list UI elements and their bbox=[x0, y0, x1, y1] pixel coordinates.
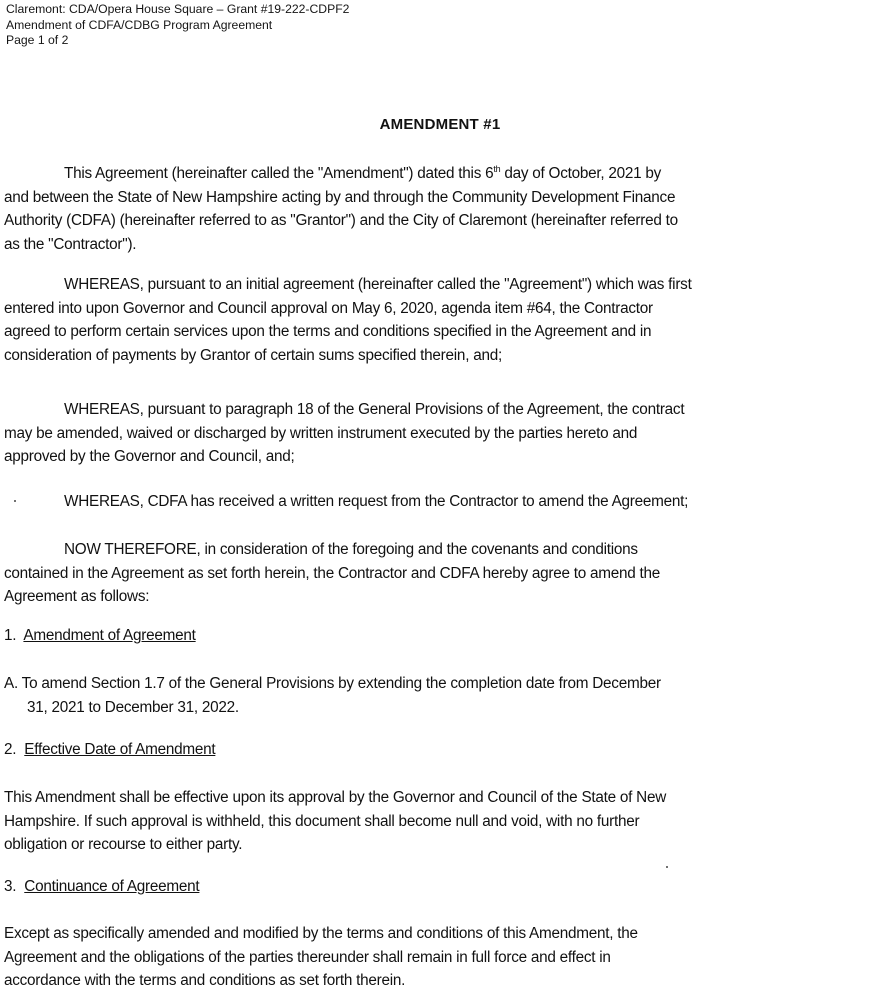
whereas2-line-3: approved by the Governor and Council, and; bbox=[4, 448, 295, 465]
section-3-title: Continuance of Agreement bbox=[24, 878, 200, 895]
section-2-heading bbox=[4, 741, 215, 759]
header-agreement-line: Amendment of CDFA/CDBG Program Agreement bbox=[6, 17, 273, 32]
now-therefore-line-3: Agreement as follows: bbox=[4, 588, 150, 605]
now-therefore-paragraph bbox=[4, 538, 878, 609]
whereas2-line-2: may be amended, waived or discharged by written instrument executed by the parties hereto and bbox=[4, 424, 638, 442]
section-3-heading bbox=[4, 878, 199, 896]
whereas1-line-1: WHEREAS, pursuant to an initial agreement (hereinafter called the "Agreement") which was first bbox=[64, 276, 692, 293]
section-2-line-1: This Amendment shall be effective upon its approval by the Governor and Council of the State of New bbox=[4, 789, 667, 806]
whereas3-line-1: WHEREAS, CDFA has received a written request from the Contractor to amend the Agreement; bbox=[64, 493, 689, 510]
header-grant-line: Claremont: CDA/Opera House Square – Grant #19-222-CDPF2 bbox=[6, 2, 350, 16]
whereas-paragraph-3 bbox=[4, 490, 878, 514]
whereas-paragraph-2 bbox=[4, 398, 878, 469]
whereas1-line-3: agreed to perform certain services upon the terms and conditions specified in the Agreement and in bbox=[4, 323, 652, 340]
section-3-line-3: accordance with the terms and conditions as set forth therein. bbox=[4, 972, 406, 989]
section-1-body bbox=[4, 672, 878, 719]
scan-speck bbox=[666, 866, 668, 868]
intro-line-1: This Agreement (hereinafter called the "Amendment") dated this 6th day of October, 2021 by bbox=[64, 164, 662, 183]
section-2-line-2: Hampshire. If such approval is withheld, this document shall become null and void, with no further bbox=[4, 812, 640, 830]
intro-line-4: as the "Contractor"). bbox=[4, 235, 137, 253]
section-2-number: 2. bbox=[4, 741, 17, 758]
section-3-number: 3. bbox=[4, 878, 17, 895]
section-1-heading bbox=[4, 627, 196, 645]
section-1-title: Amendment of Agreement bbox=[23, 627, 196, 644]
whereas2-line-1: WHEREAS, pursuant to paragraph 18 of the General Provisions of the Agreement, the contract bbox=[64, 401, 685, 418]
intro-paragraph bbox=[4, 158, 878, 256]
intro-line-3: Authority (CDFA) (hereinafter referred to as "Grantor") and the City of Claremont (hereinafter referred to bbox=[4, 212, 678, 230]
whereas-paragraph-1 bbox=[4, 273, 878, 367]
document-title: AMENDMENT #1 bbox=[379, 116, 501, 133]
section-3-line-1: Except as specifically amended and modified by the terms and conditions of this Amendment, the bbox=[4, 925, 638, 942]
section-1-line-1: A. To amend Section 1.7 of the General Provisions by extending the completion date from December bbox=[4, 675, 661, 692]
whereas1-line-2: entered into upon Governor and Council approval on May 6, 2020, agenda item #64, the Contractor bbox=[4, 299, 653, 317]
now-therefore-line-1: NOW THEREFORE, in consideration of the foregoing and the covenants and conditions bbox=[64, 541, 638, 558]
section-2-line-3: obligation or recourse to either party. bbox=[4, 836, 243, 853]
section-3-line-2: Agreement and the obligations of the parties thereunder shall remain in full force and effect in bbox=[4, 948, 611, 966]
section-2-title: Effective Date of Amendment bbox=[24, 741, 216, 758]
whereas1-line-4: consideration of payments by Grantor of certain sums specified therein, and; bbox=[4, 346, 502, 364]
intro-line-2: and between the State of New Hampshire acting by and through the Community Development Finance bbox=[4, 188, 676, 206]
section-1-line-2: 31, 2021 to December 31, 2022. bbox=[27, 698, 239, 716]
section-2-body bbox=[4, 786, 878, 857]
section-1-number: 1. bbox=[4, 627, 17, 644]
section-3-body bbox=[4, 922, 878, 993]
now-therefore-line-2: contained in the Agreement as set forth herein, the Contractor and CDFA hereby agree to amend the bbox=[4, 564, 661, 582]
page-header bbox=[6, 2, 349, 49]
header-page-number: Page 1 of 2 bbox=[6, 33, 69, 47]
